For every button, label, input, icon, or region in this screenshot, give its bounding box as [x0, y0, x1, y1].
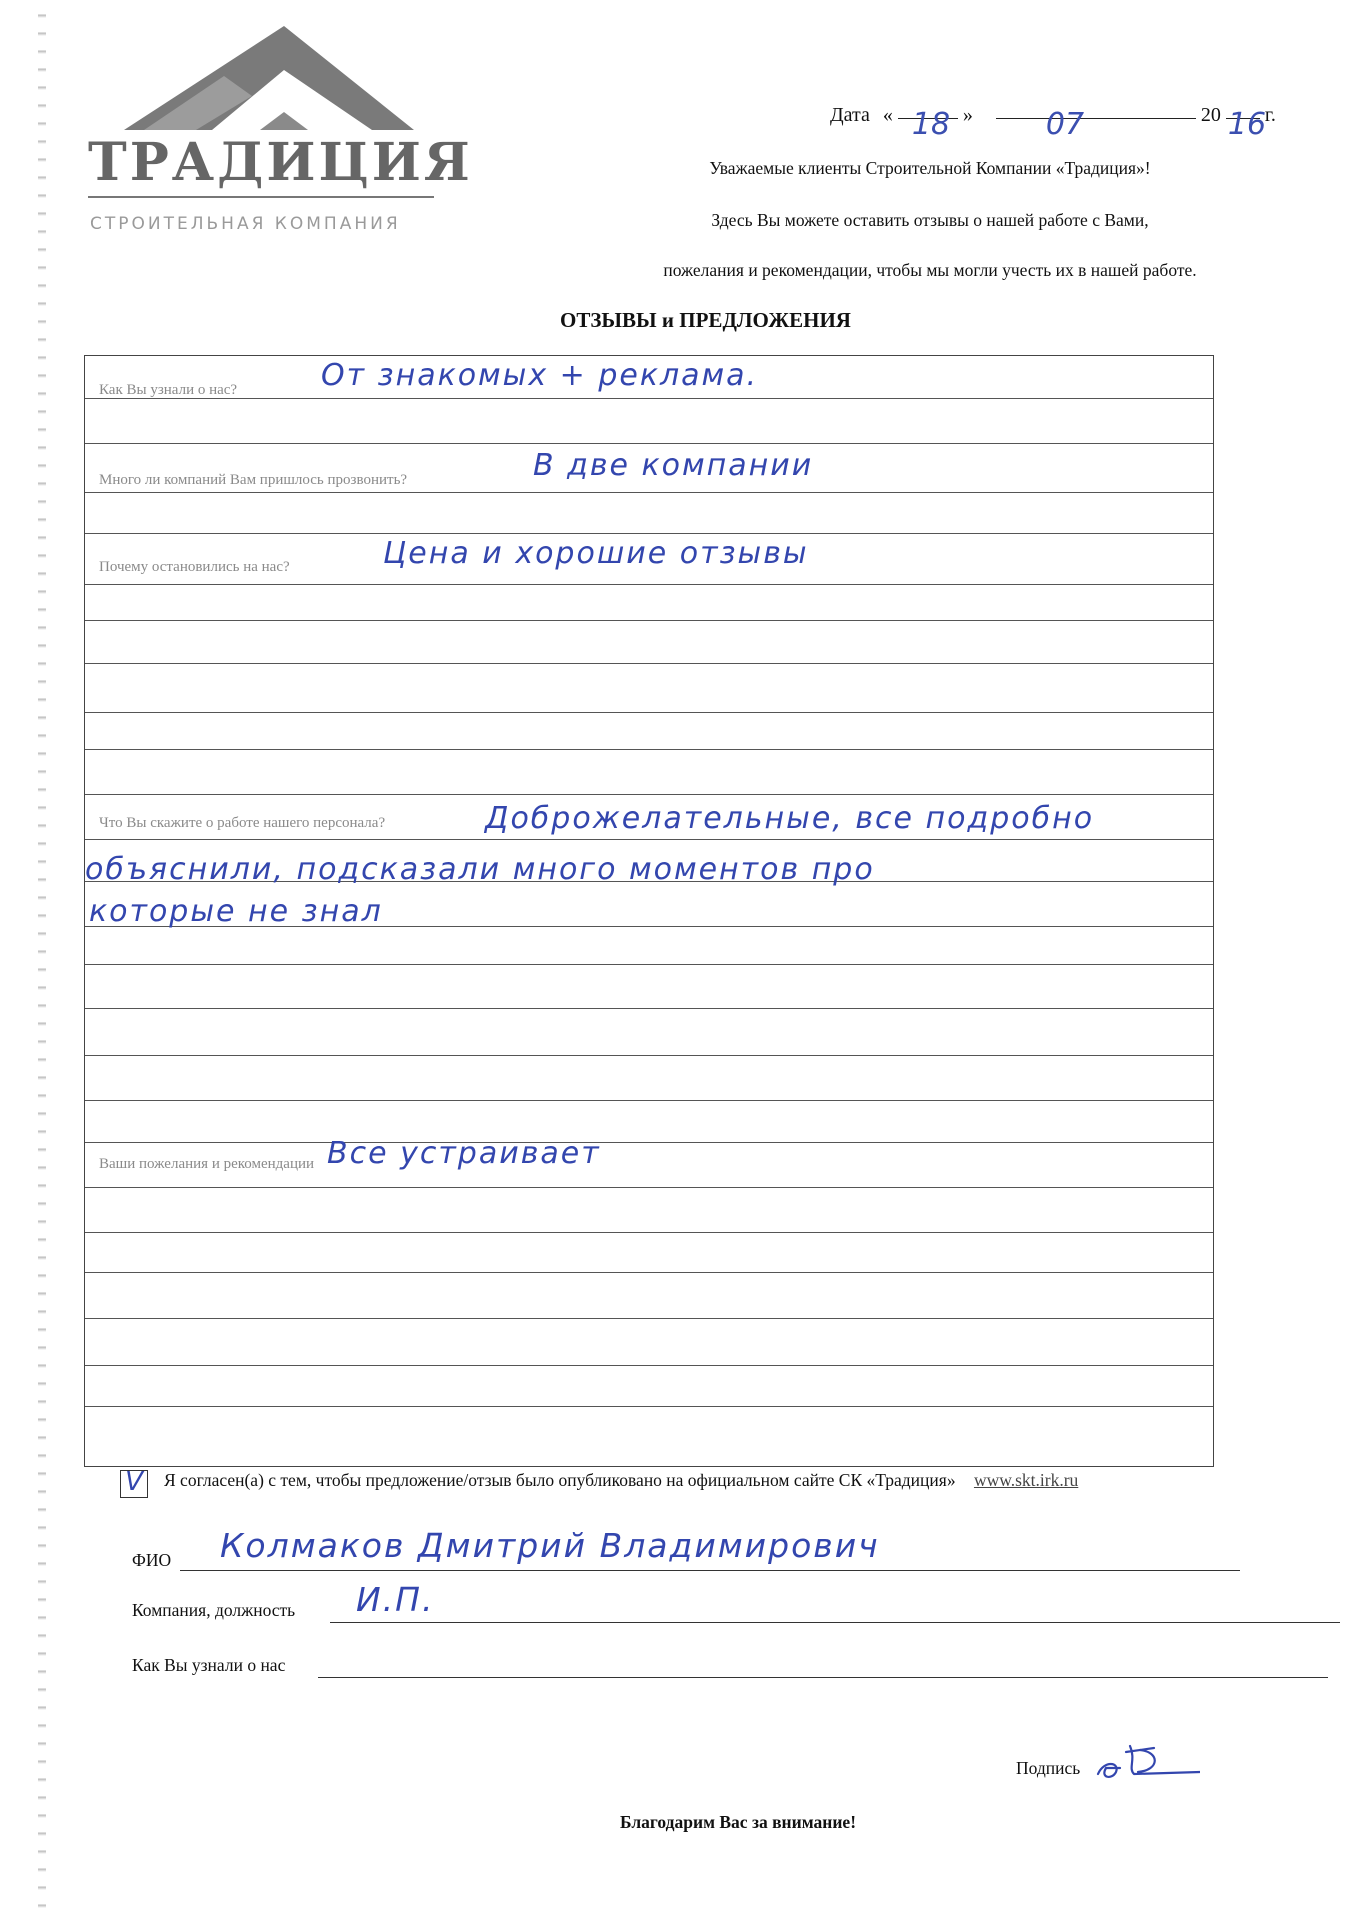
- date-year-unit: г.: [1264, 104, 1276, 126]
- intro-line-3: пожелания и рекомендации, чтобы мы могли учесть их в нашей работе.: [663, 260, 1197, 280]
- question-wishes-label: Ваши пожелания и рекомендации: [99, 1156, 315, 1172]
- source-line: [318, 1677, 1328, 1678]
- form-title: ОТЗЫВЫ и ПРЕДЛОЖЕНИЯ: [560, 308, 851, 332]
- roof-triangle-icon: [84, 18, 444, 138]
- date-close-quote: »: [962, 104, 973, 126]
- logo-divider: [88, 196, 434, 198]
- consent-text-row: [164, 1470, 1078, 1491]
- date-day-value: 18: [911, 107, 951, 142]
- company-label: Компания, должность: [132, 1600, 296, 1620]
- company-value[interactable]: И.П.: [356, 1580, 435, 1619]
- answer-wishes[interactable]: Все устраивает: [327, 1136, 601, 1171]
- answer-staff-line-2[interactable]: объяснили, подсказали много моментов про: [85, 852, 875, 887]
- logo-name: ТРАДИЦИЯ: [88, 132, 473, 193]
- fio-line: [180, 1570, 1240, 1571]
- intro-line-1: Уважаемые клиенты Строительной Компании «Традиция»!: [709, 158, 1151, 178]
- source-field-label: Как Вы узнали о нас: [132, 1655, 286, 1675]
- consent-text: Я согласен(а) с тем, чтобы предложение/отзыв было опубликовано на официальном сайте СК «Традиция»: [164, 1470, 956, 1490]
- answer-staff-line-1[interactable]: Доброжелательные, все подробно: [485, 801, 1095, 836]
- question-staff-label: Что Вы скажите о работе нашего персонала?: [99, 815, 386, 831]
- fio-value[interactable]: Колмаков Дмитрий Владимирович: [220, 1526, 880, 1565]
- question-why-label: Почему остановились на нас?: [99, 559, 290, 575]
- company-logo: [84, 18, 444, 238]
- date-month-value: 07: [1045, 107, 1085, 142]
- question-companies-label: Много ли компаний Вам пришлось прозвонить?: [99, 472, 408, 488]
- thanks-text: Благодарим Вас за внимание!: [620, 1812, 857, 1832]
- signature-mark: [1090, 1738, 1200, 1793]
- consent-checkbox[interactable]: V: [120, 1470, 148, 1498]
- answer-why[interactable]: Цена и хорошие отзывы: [383, 536, 809, 571]
- answer-source[interactable]: От знакомых + реклама.: [321, 358, 759, 393]
- date-year-value: 16: [1227, 107, 1267, 142]
- company-line: [330, 1622, 1340, 1623]
- signature-label: Подпись: [1016, 1758, 1081, 1778]
- fio-label: ФИО: [132, 1550, 172, 1570]
- feedback-form: [84, 355, 1214, 1467]
- date-label: Дата: [830, 104, 870, 126]
- question-source-label: Как Вы узнали о нас?: [99, 382, 238, 398]
- logo-subtitle: СТРОИТЕЛЬНАЯ КОМПАНИЯ: [90, 214, 401, 234]
- date-row: [830, 104, 1276, 142]
- date-open-quote: «: [882, 104, 893, 126]
- answer-staff-line-3[interactable]: которые не знал: [89, 894, 383, 929]
- site-link[interactable]: www.skt.irk.ru: [973, 1470, 1079, 1490]
- answer-companies[interactable]: В две компании: [533, 448, 814, 483]
- intro-line-2: Здесь Вы можете оставить отзывы о нашей работе с Вами,: [711, 210, 1149, 230]
- scan-edge-artifact: [38, 0, 46, 1920]
- date-year-prefix: 20: [1200, 104, 1221, 126]
